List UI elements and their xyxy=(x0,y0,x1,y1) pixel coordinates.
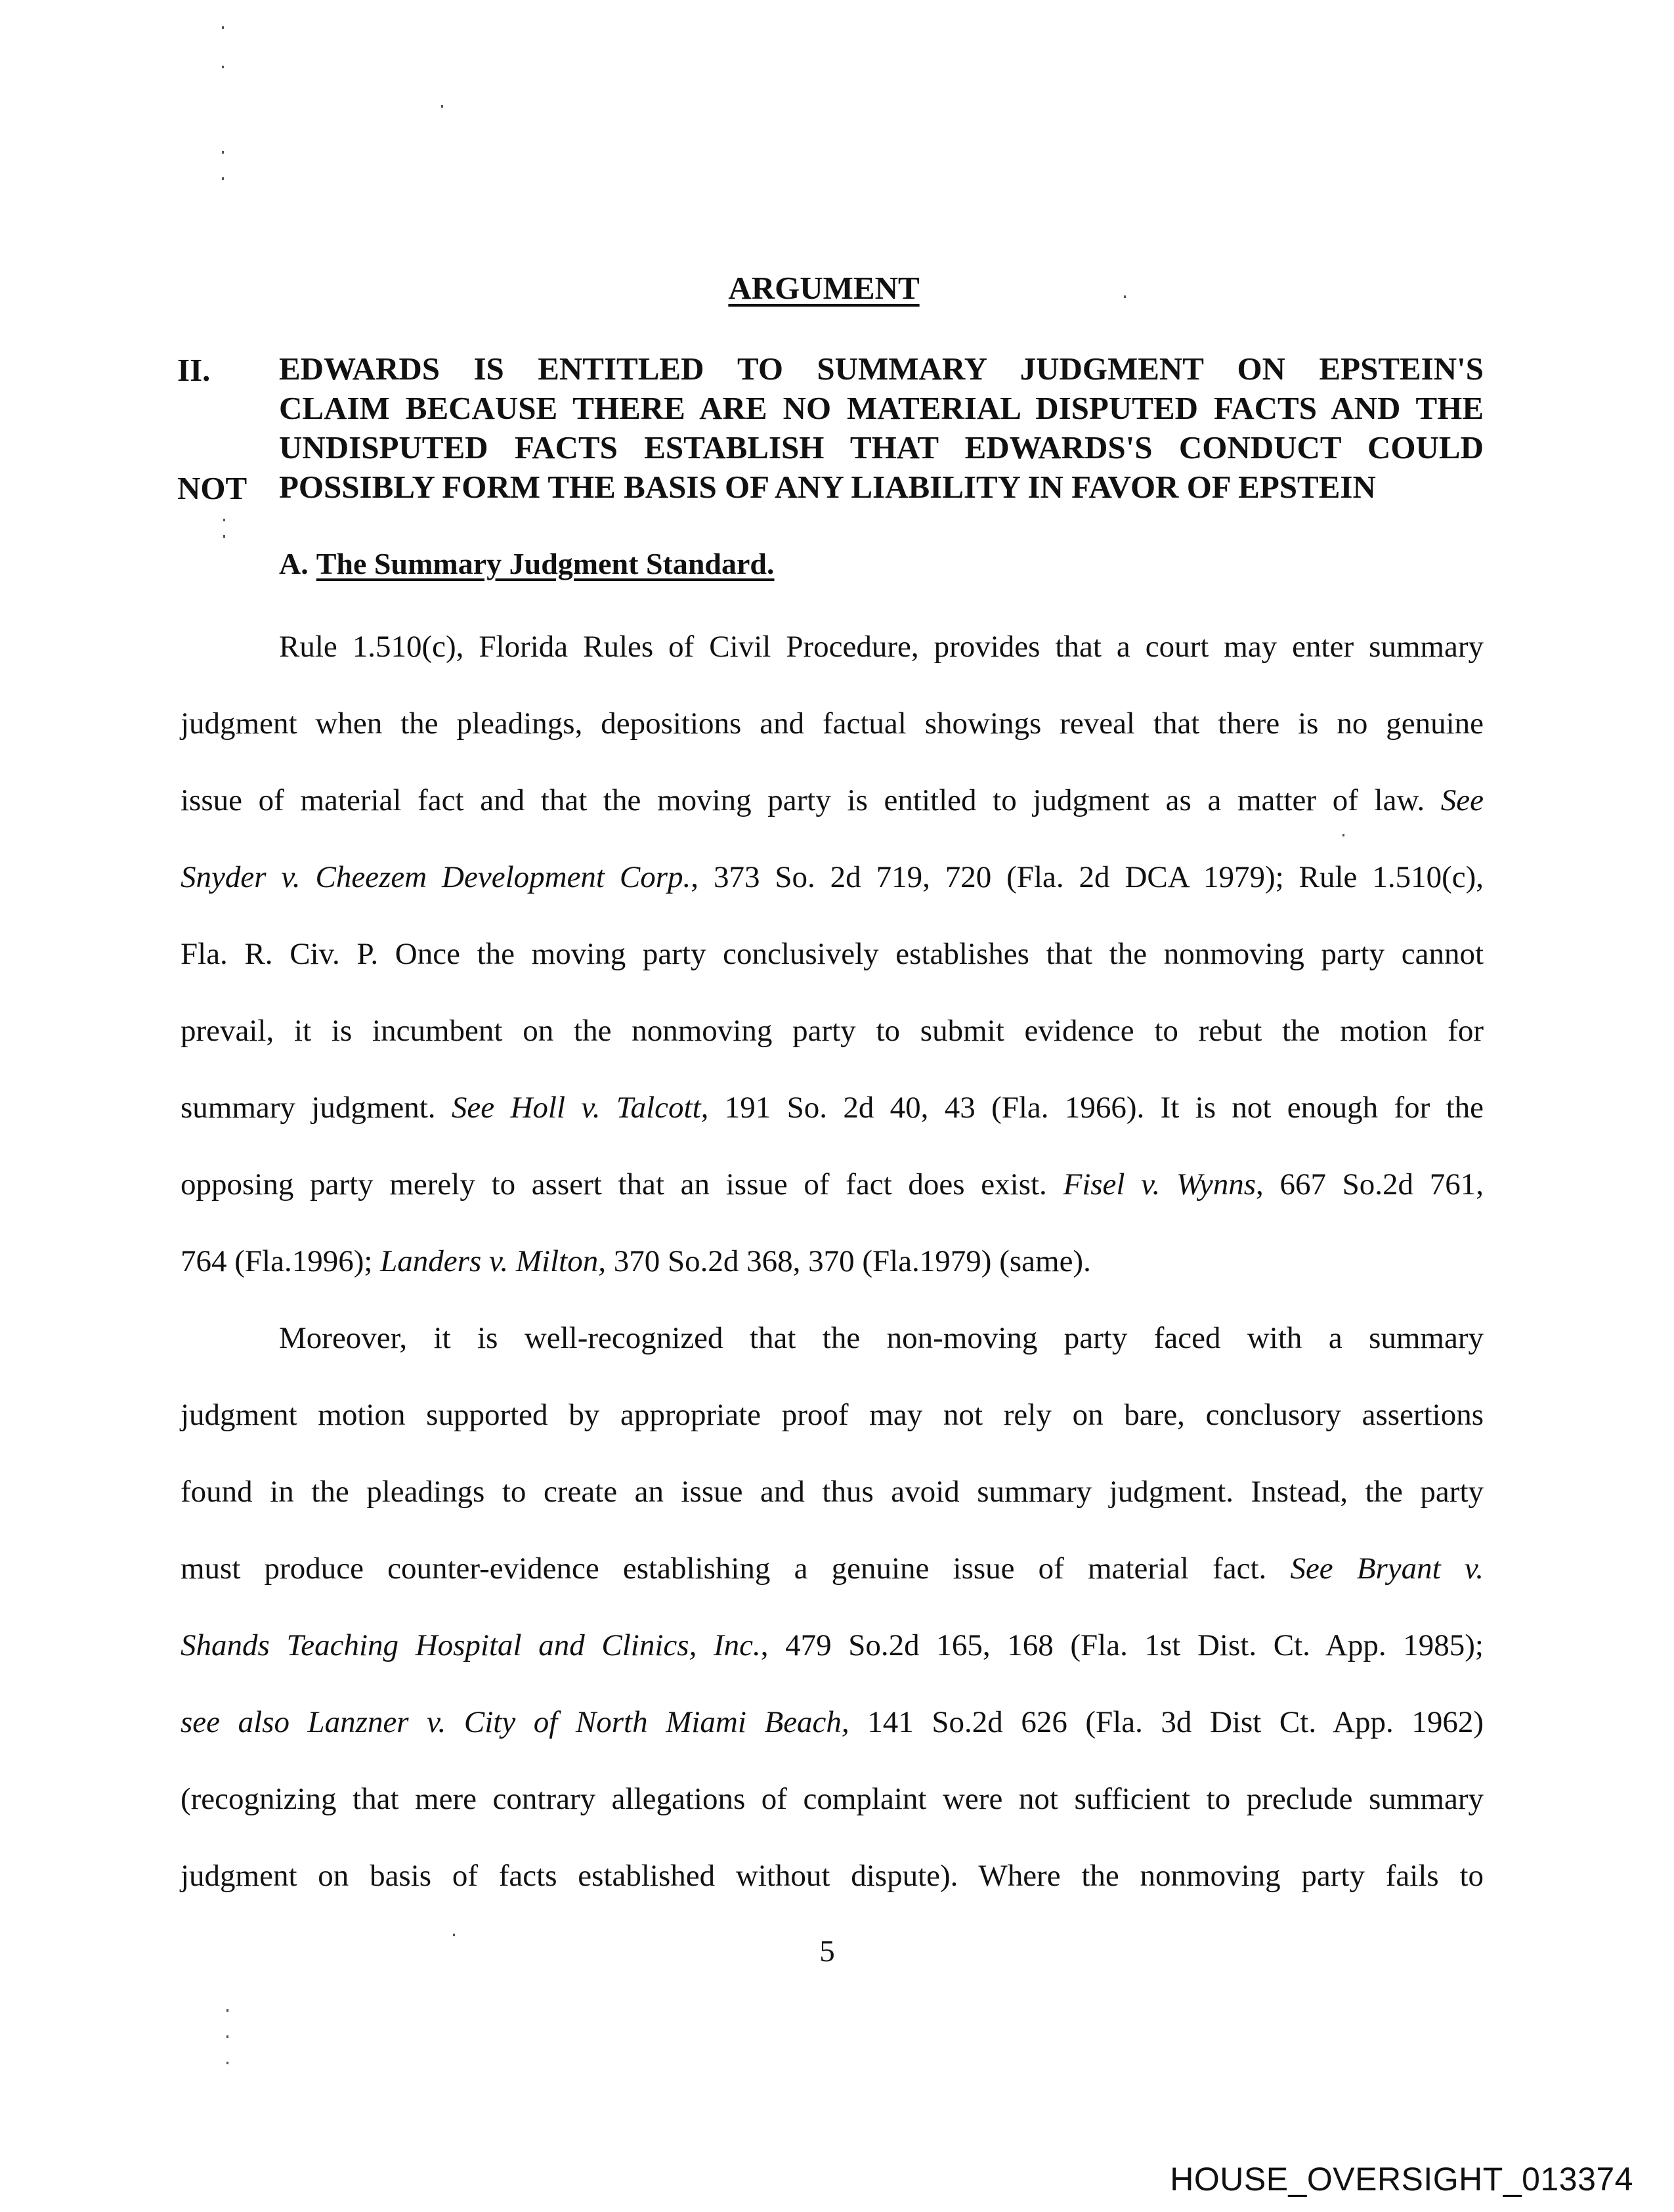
body-line xyxy=(181,1549,1484,1588)
subsection-letter: A. xyxy=(279,547,309,580)
citation: 191 So. 2d 40, 43 (Fla. 1966). It is not enough for the xyxy=(724,1091,1484,1125)
citation: 764 (Fla.1996); xyxy=(181,1244,373,1278)
scan-speck xyxy=(223,535,225,538)
body-line: judgment motion supported by appropriate proof may not rely on bare, conclusory assertions xyxy=(181,1398,1484,1432)
case-name: Landers v. Milton, xyxy=(380,1244,606,1278)
body-line: prevail, it is incumbent on the nonmoving party to submit evidence to rebut the motion for xyxy=(181,1014,1484,1048)
body-line: judgment on basis of facts established without dispute). Where the nonmoving party fails to xyxy=(181,1859,1484,1893)
body-line: (recognizing that mere contrary allegations of complaint were not sufficient to preclude summary xyxy=(181,1782,1484,1816)
body-line: found in the pleadings to create an issue and thus avoid summary judgment. Instead, the party xyxy=(181,1475,1484,1509)
point-numeral: II. xyxy=(177,352,211,388)
scan-speck xyxy=(226,2009,228,2012)
point-heading-line: POSSIBLY FORM THE BASIS OF ANY LIABILITY IN FAVOR OF EPSTEIN xyxy=(279,469,1376,505)
scan-speck xyxy=(1342,834,1344,836)
body-line: Fla. R. Civ. P. Once the moving party conclusively establishes that the nonmoving party cannot xyxy=(181,937,1484,971)
point-heading-line: UNDISPUTED FACTS ESTABLISH THAT EDWARDS'S CONDUCT COULD xyxy=(279,429,1484,466)
body-line xyxy=(181,1088,1484,1127)
body-line: Moreover, it is well-recognized that the non-moving party faced with a summary xyxy=(279,1321,1484,1355)
body-text: opposing party merely to assert that an issue of fact does exist. xyxy=(181,1167,1047,1202)
scan-speck xyxy=(453,1934,455,1936)
body-line xyxy=(181,781,1484,820)
case-name: See Bryant v. xyxy=(1290,1551,1484,1586)
case-name: Shands Teaching Hospital and Clinics, Inc. xyxy=(181,1628,761,1662)
body-line xyxy=(181,1242,1484,1281)
subsection-title: The Summary Judgment Standard. xyxy=(316,547,775,580)
body-line xyxy=(181,1165,1484,1204)
scan-speck xyxy=(222,177,224,180)
citation: 141 So.2d 626 (Fla. 3d Dist Ct. App. 1962) xyxy=(867,1705,1484,1739)
scan-speck xyxy=(223,519,225,521)
citation: 370 So.2d 368, 370 (Fla.1979) (same). xyxy=(613,1244,1091,1278)
body-text: issue of material fact and that the moving party is entitled to judgment as a matter of law. xyxy=(181,783,1425,817)
bates-number: HOUSE_OVERSIGHT_013374 xyxy=(1170,2161,1633,2198)
point-heading-line: EDWARDS IS ENTITLED TO SUMMARY JUDGMENT ON EPSTEIN'S xyxy=(279,351,1484,387)
scan-speck xyxy=(1124,295,1126,298)
scan-speck xyxy=(441,105,443,108)
body-line: Rule 1.510(c), Florida Rules of Civil Procedure, provides that a court may enter summary xyxy=(279,630,1484,664)
section-heading: ARGUMENT xyxy=(728,270,920,306)
citation-signal: See xyxy=(1440,783,1484,817)
citation: , 479 So.2d 165, 168 (Fla. 1st Dist. Ct. App. 1985); xyxy=(760,1628,1484,1662)
case-name: See Holl v. Talcott, xyxy=(451,1091,709,1125)
point-margin-word: NOT xyxy=(177,470,247,506)
body-line xyxy=(181,857,1484,897)
case-name: Snyder v. Cheezem Development Corp. xyxy=(181,860,691,894)
citation: , 667 So.2d 761, xyxy=(1256,1167,1484,1202)
scan-speck xyxy=(226,2062,228,2064)
scan-speck xyxy=(222,151,224,154)
body-text: must produce counter-evidence establishing a genuine issue of material fact. xyxy=(181,1551,1267,1586)
body-line xyxy=(181,1702,1484,1742)
citation: , 373 So. 2d 719, 720 (Fla. 2d DCA 1979); Rule 1.510(c), xyxy=(691,860,1484,894)
point-heading-line: CLAIM BECAUSE THERE ARE NO MATERIAL DISPUTED FACTS AND THE xyxy=(279,390,1484,426)
scan-speck xyxy=(222,26,224,29)
body-text: summary judgment. xyxy=(181,1091,436,1125)
body-line: judgment when the pleadings, depositions and factual showings reveal that there is no genuine xyxy=(181,706,1484,741)
case-name: see also Lanzner v. City of North Miami Beach, xyxy=(181,1705,849,1739)
subsection-heading xyxy=(279,546,775,581)
scan-speck xyxy=(226,2035,228,2038)
case-name: Fisel v. Wynns xyxy=(1063,1167,1256,1202)
scan-speck xyxy=(222,66,224,68)
body-line xyxy=(181,1626,1484,1665)
page-number: 5 xyxy=(819,1934,835,1968)
